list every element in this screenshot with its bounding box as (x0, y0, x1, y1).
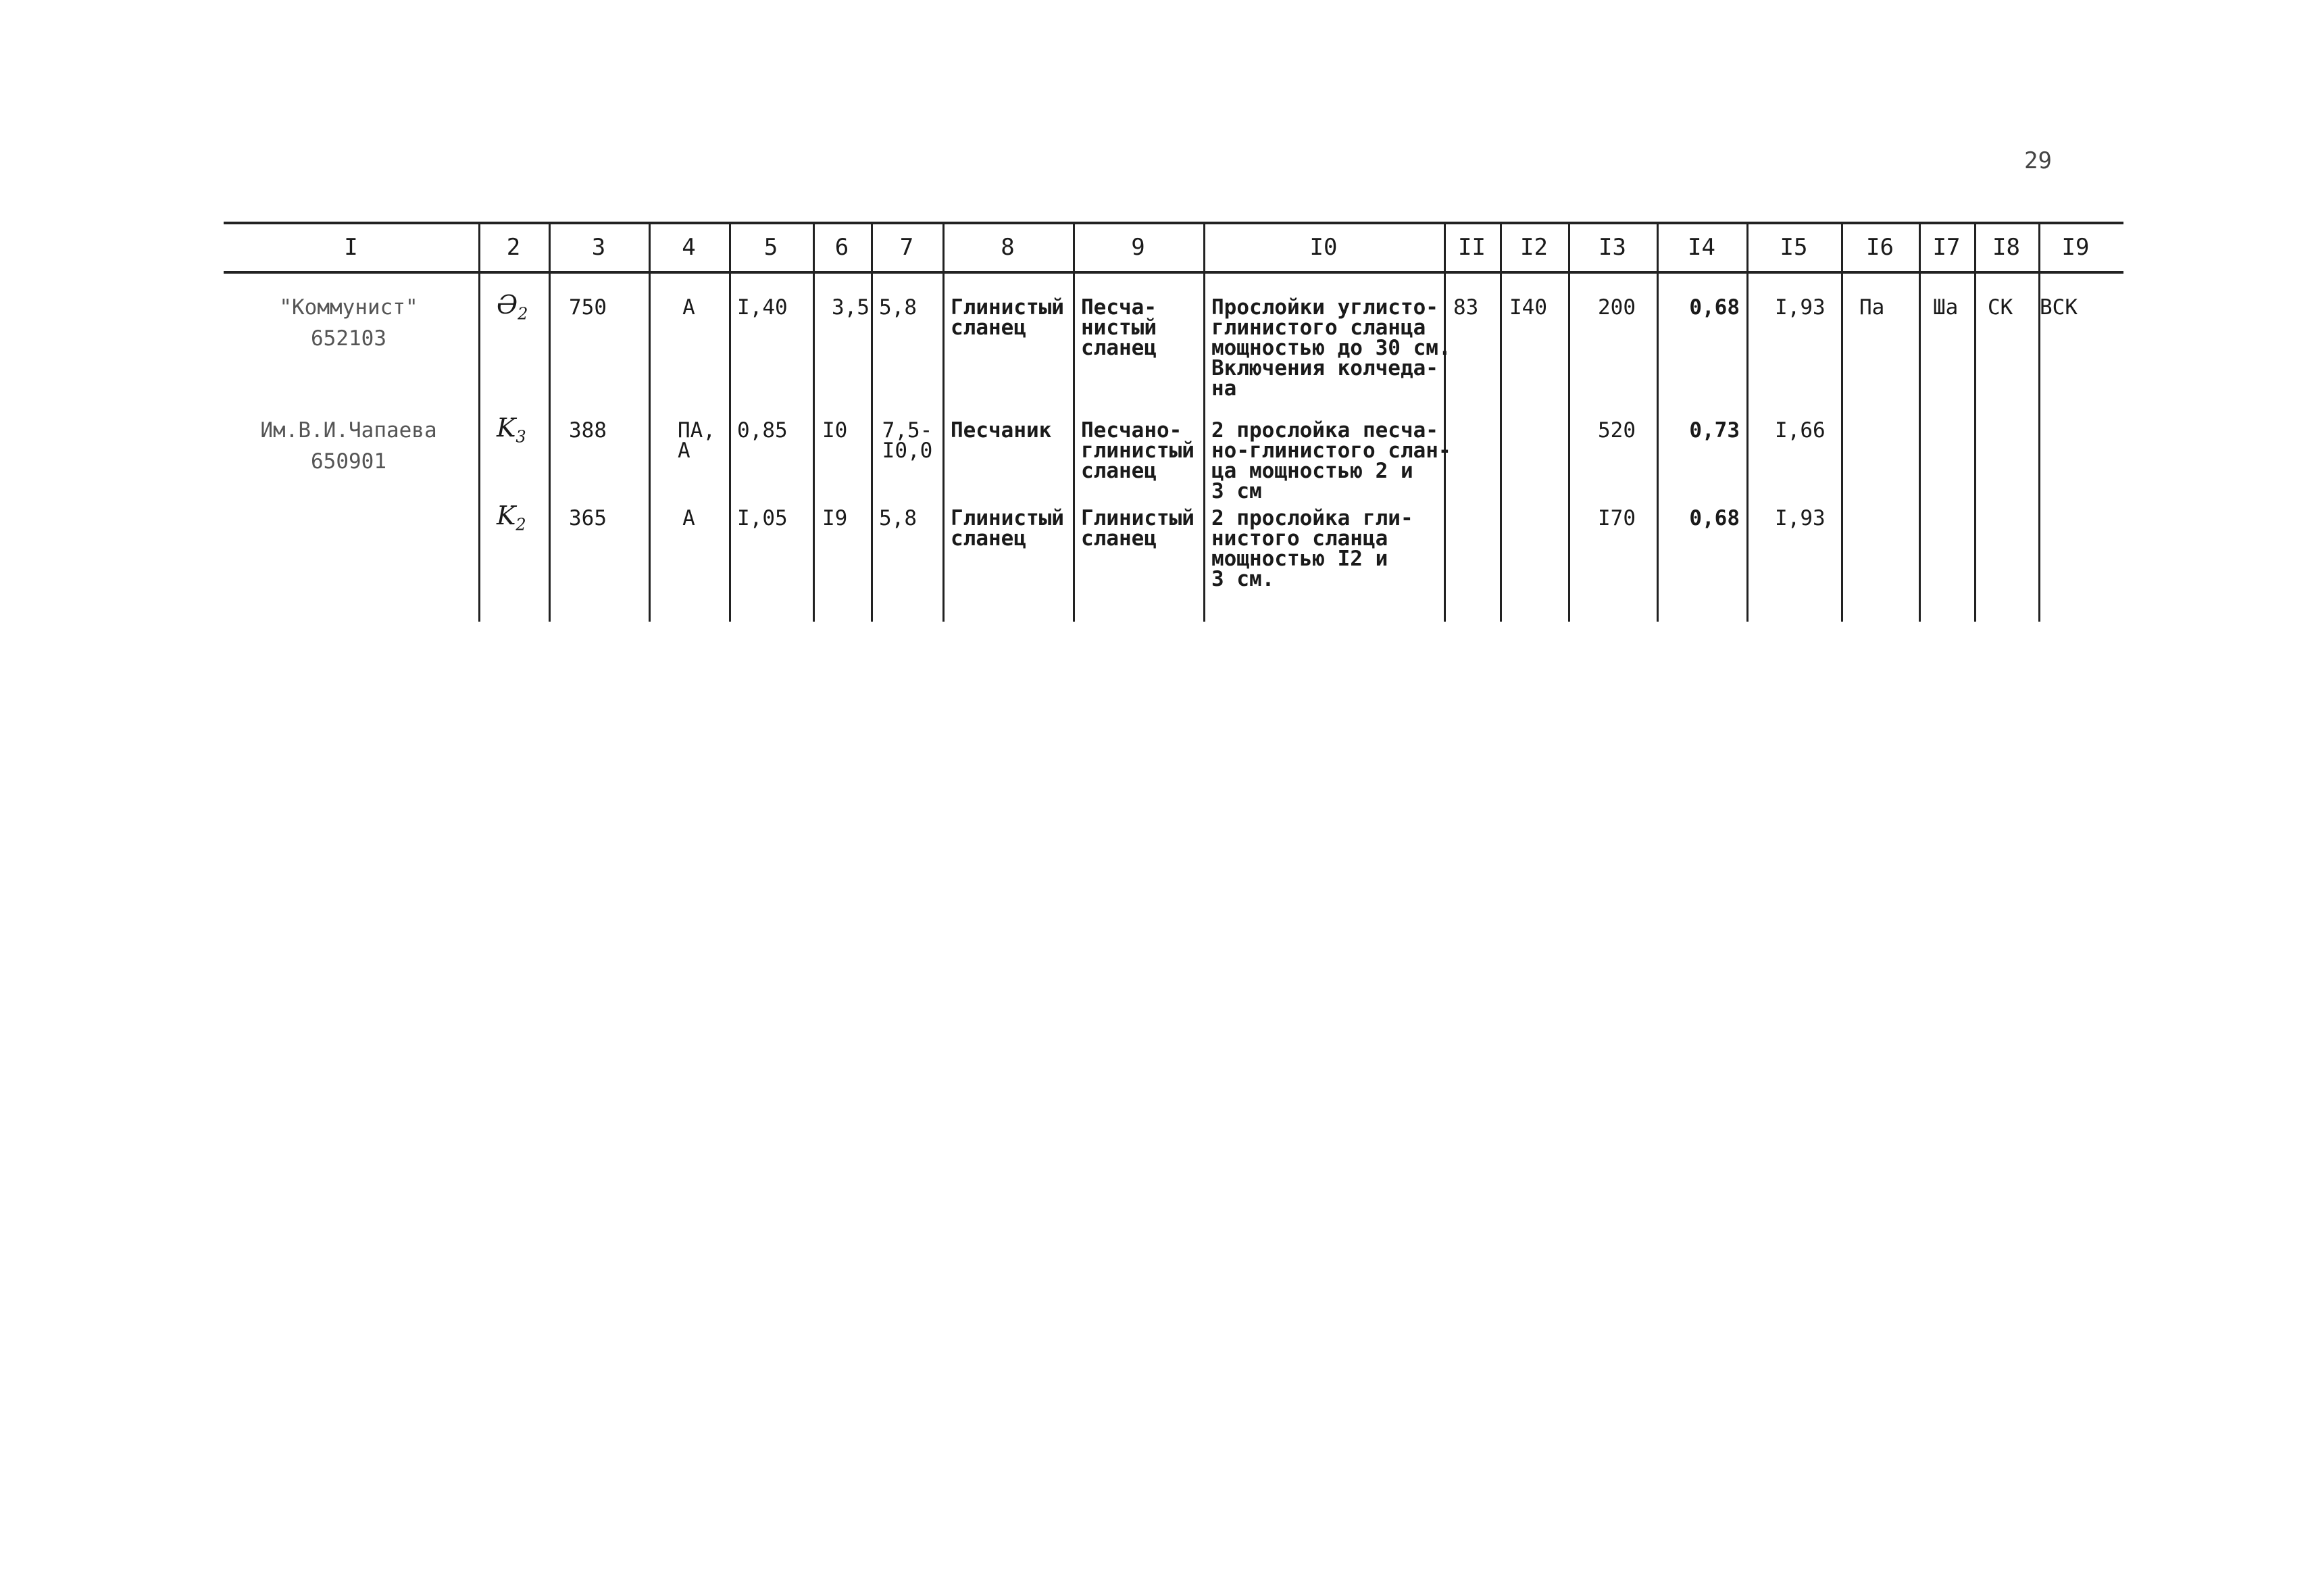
column-header: I9 (2061, 234, 2090, 261)
column-divider (649, 222, 651, 622)
column-header: 5 (763, 234, 778, 261)
mine-name: "Коммунист" (279, 295, 418, 320)
header-bottom-rule (224, 271, 2123, 274)
cell-value: I,05 (737, 506, 788, 530)
column-divider (729, 222, 731, 622)
column-header: I0 (1309, 234, 1338, 261)
cell-value: 520 (1598, 418, 1636, 443)
mine-code: 650901 (311, 449, 386, 474)
column-divider (478, 222, 480, 622)
cell-value: СК (1988, 295, 2013, 320)
cell-value: 3,5 (832, 295, 870, 320)
column-header: I2 (1520, 234, 1548, 261)
cell-value: 750 (569, 295, 607, 320)
seam-structure: 2 прослойка гли- нистого сланца мощностью I2 и 3 см. (1211, 506, 1413, 591)
column-header: I7 (1932, 234, 1961, 261)
column-divider (1568, 222, 1570, 622)
cell-value: I0 (822, 418, 848, 443)
column-divider (813, 222, 815, 622)
cell-value: ПА, А (678, 418, 715, 463)
column-header: 4 (682, 234, 696, 261)
cell-value: Па (1859, 295, 1885, 320)
column-header: I4 (1688, 234, 1715, 261)
cell-value: ВСК (2040, 295, 2078, 320)
column-divider (1919, 222, 1921, 622)
cell-value: I,40 (737, 295, 788, 320)
rock-roof: Глинистый сланец (951, 295, 1064, 340)
column-divider (1500, 222, 1502, 622)
rock-roof: Глинистый сланец (951, 506, 1064, 551)
cell-value: I40 (1509, 295, 1547, 320)
column-divider (2038, 222, 2040, 622)
column-divider (1746, 222, 1749, 622)
column-header: I (344, 234, 358, 261)
seam-index: $Ə_2$ (497, 290, 528, 324)
cell-value: I,93 (1775, 506, 1826, 530)
seam-index: $K_3$ (497, 413, 526, 447)
cell-value: 7,5- I0,0 (882, 418, 933, 463)
column-header: 2 (506, 234, 521, 261)
mine-name: Им.В.И.Чапаева (260, 418, 437, 443)
column-header: 3 (591, 234, 606, 261)
cell-value: 0,68 (1689, 295, 1740, 320)
column-header: 9 (1131, 234, 1145, 261)
page-number: 29 (2024, 147, 2052, 174)
cell-value: 0,85 (737, 418, 788, 443)
column-header: 6 (834, 234, 849, 261)
cell-value: А (682, 506, 695, 530)
cell-value: 200 (1598, 295, 1636, 320)
cell-value: 365 (569, 506, 607, 530)
column-header: I6 (1866, 234, 1894, 261)
table-top-rule (224, 222, 2123, 224)
cell-value: А (682, 295, 695, 320)
column-divider (1841, 222, 1843, 622)
rock-floor: Песча- нистый сланец (1081, 295, 1157, 360)
column-divider (942, 222, 945, 622)
column-header: I5 (1780, 234, 1808, 261)
cell-value: 0,68 (1689, 506, 1740, 530)
seam-index: $K_2$ (497, 501, 526, 534)
cell-value: I9 (822, 506, 848, 530)
rock-floor: Глинистый сланец (1081, 506, 1194, 551)
cell-value: 5,8 (879, 506, 917, 530)
cell-value: 0,73 (1689, 418, 1740, 443)
column-header: 8 (1001, 234, 1015, 261)
column-header: II (1458, 234, 1486, 261)
column-header: I8 (1992, 234, 2020, 261)
cell-value: 83 (1453, 295, 1479, 320)
cell-value: I70 (1598, 506, 1636, 530)
cell-value: 388 (569, 418, 607, 443)
seam-structure: 2 прослойка песча- но-глинистого слан- ца мощностью 2 и 3 см (1211, 418, 1451, 503)
column-header: I3 (1599, 234, 1626, 261)
cell-value: I,66 (1775, 418, 1826, 443)
cell-value: I,93 (1775, 295, 1826, 320)
seam-structure: Прослойки углисто- глинистого сланца мощностью до 30 см. Включения колчеда- на (1211, 295, 1451, 401)
rock-roof: Песчаник (951, 418, 1052, 443)
cell-value: 5,8 (879, 295, 917, 320)
cell-value: Ша (1933, 295, 1959, 320)
rock-floor: Песчано- глинистый сланец (1081, 418, 1194, 483)
column-divider (549, 222, 551, 622)
column-divider (1974, 222, 1976, 622)
column-header: 7 (899, 234, 914, 261)
column-divider (1657, 222, 1659, 622)
mine-code: 652103 (311, 326, 386, 351)
column-divider (1073, 222, 1075, 622)
column-divider (1203, 222, 1205, 622)
